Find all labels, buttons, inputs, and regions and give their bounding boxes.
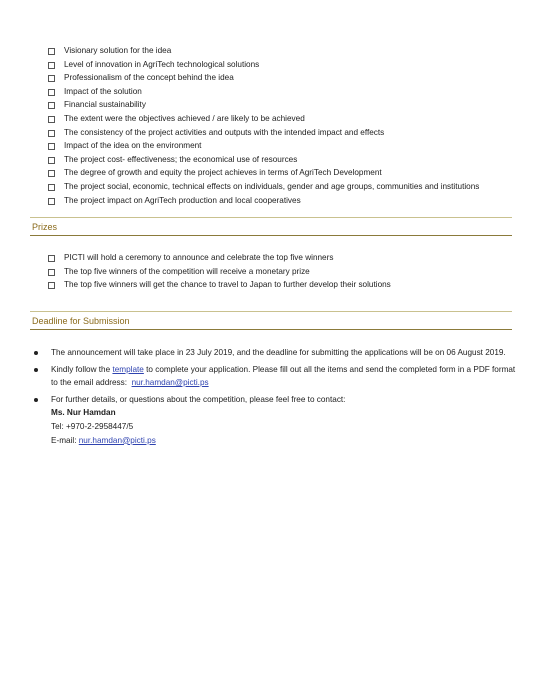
bullet-instructions: Kindly follow the template to complete your application. Please fill out all the items and send the completed form in a PDF format to the email address: nur.hamdan@picti.ps bbox=[30, 363, 520, 390]
checkbox-icon bbox=[48, 198, 55, 205]
bullet-icon bbox=[34, 351, 38, 355]
checkbox-icon bbox=[48, 170, 55, 177]
checkbox-icon bbox=[48, 89, 55, 96]
checkbox-icon bbox=[48, 184, 55, 191]
prizes-section-header bbox=[30, 217, 512, 236]
criteria-item: Visionary solution for the idea bbox=[48, 44, 518, 58]
bullet-icon bbox=[34, 368, 38, 372]
checkbox-icon bbox=[48, 255, 55, 262]
section-title: Prizes bbox=[32, 222, 58, 232]
contact-name: Ms. Nur Hamdan bbox=[51, 408, 116, 418]
contact-email-link[interactable]: nur.hamdan@picti.ps bbox=[78, 435, 156, 445]
criteria-item: Professionalism of the concept behind the idea bbox=[48, 71, 518, 85]
checkbox-icon bbox=[48, 269, 55, 276]
divider bbox=[30, 329, 512, 330]
criteria-item: Impact of the solution bbox=[48, 85, 518, 99]
criteria-item: The project cost- effectiveness; the economical use of resources bbox=[48, 153, 518, 167]
checkbox-icon bbox=[48, 116, 55, 123]
criteria-item: Level of innovation in AgriTech technological solutions bbox=[48, 58, 518, 72]
prizes-list bbox=[48, 251, 518, 292]
bullet-announcement: The announcement will take place in 23 July 2019, and the deadline for submitting the applications will be on 06 August 2019. bbox=[30, 346, 520, 360]
contact-tel: Tel: +970-2-2958447/5 bbox=[51, 421, 134, 431]
deadline-bullets bbox=[30, 346, 520, 450]
criteria-item: Impact of the idea on the environment bbox=[48, 139, 518, 153]
prize-item: The top five winners of the competition will receive a monetary prize bbox=[48, 265, 518, 279]
divider bbox=[30, 235, 512, 236]
criteria-item: The degree of growth and equity the project achieves in terms of AgriTech Development bbox=[48, 166, 518, 180]
prize-item: PICTI will hold a ceremony to announce and celebrate the top five winners bbox=[48, 251, 518, 265]
checkbox-icon bbox=[48, 75, 55, 82]
bullet-icon bbox=[34, 398, 38, 402]
bullet-contact bbox=[30, 393, 520, 447]
deadline-section-header bbox=[30, 311, 512, 330]
criteria-checklist bbox=[48, 44, 518, 207]
email-link[interactable]: nur.hamdan@picti.ps bbox=[131, 378, 209, 388]
criteria-item: Financial sustainability bbox=[48, 98, 518, 112]
criteria-item: The consistency of the project activities and outputs with the intended impact and effects bbox=[48, 126, 518, 140]
contact-email-line: E-mail: nur.hamdan@picti.ps bbox=[51, 435, 156, 445]
checkbox-icon bbox=[48, 130, 55, 137]
criteria-item: The extent were the objectives achieved / are likely to be achieved bbox=[48, 112, 518, 126]
checkbox-icon bbox=[48, 157, 55, 164]
section-title: Deadline for Submission bbox=[32, 316, 130, 326]
checkbox-icon bbox=[48, 62, 55, 69]
checkbox-icon bbox=[48, 48, 55, 55]
prize-item: The top five winners will get the chance to travel to Japan to further develop their solutions bbox=[48, 278, 518, 292]
checkbox-icon bbox=[48, 102, 55, 109]
criteria-item: The project social, economic, technical effects on individuals, gender and age groups, communities and institutions bbox=[48, 180, 518, 194]
checkbox-icon bbox=[48, 143, 55, 150]
contact-intro: For further details, or questions about the competition, please feel free to contact: bbox=[51, 394, 346, 404]
checkbox-icon bbox=[48, 282, 55, 289]
criteria-item: The project impact on AgriTech production and local cooperatives bbox=[48, 194, 518, 208]
template-link[interactable]: template bbox=[112, 364, 144, 374]
